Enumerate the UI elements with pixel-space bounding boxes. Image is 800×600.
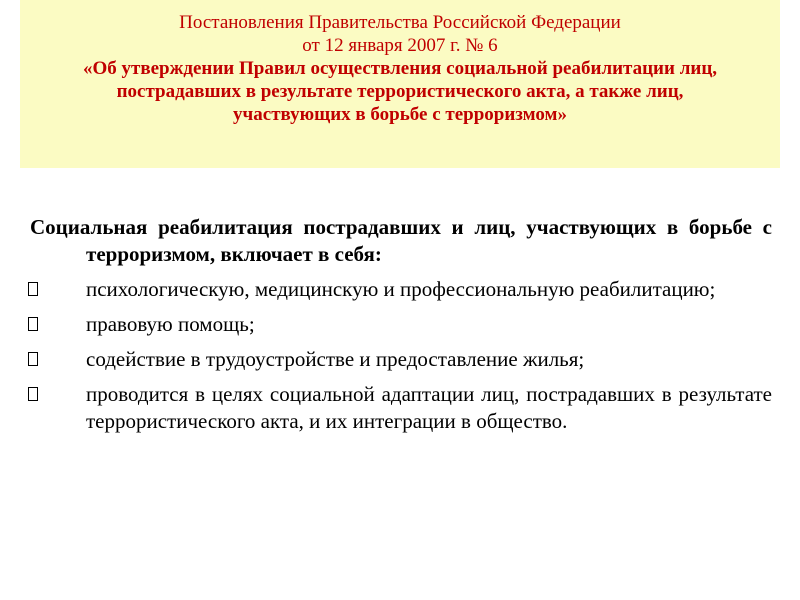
decree-date: от 12 января 2007 г. № 6 bbox=[302, 35, 498, 56]
checkbox-bullet-icon bbox=[28, 317, 38, 331]
decree-name-line-1: «Об утверждении Правил осуществления социальной реабилитации лиц, bbox=[82, 58, 718, 79]
rehabilitation-list bbox=[30, 276, 772, 435]
list-item bbox=[30, 346, 772, 373]
checkbox-bullet-icon bbox=[28, 387, 38, 401]
decree-name-line-3: участвующих в борьбе с терроризмом» bbox=[233, 104, 567, 125]
main-content bbox=[30, 214, 772, 443]
intro-text: Социальная реабилитация пострадавших и лиц, участвующих в борьбе с терроризмом, включает в себя: bbox=[30, 215, 772, 266]
decree-title: Постановления Правительства Российской Федерации bbox=[179, 12, 621, 33]
list-item bbox=[30, 276, 772, 303]
header-banner bbox=[20, 0, 780, 168]
list-item-text: правовую помощь; bbox=[86, 312, 255, 336]
list-item-text: содействие в трудоустройстве и предоставление жилья; bbox=[86, 347, 585, 371]
checkbox-bullet-icon bbox=[28, 352, 38, 366]
list-item-text: психологическую, медицинскую и профессиональную реабилитацию; bbox=[86, 277, 716, 301]
list-item-text: проводится в целях социальной адаптации лиц, пострадавших в результате террористического акта, и их интеграции в общество. bbox=[86, 382, 772, 433]
list-item bbox=[30, 311, 772, 338]
checkbox-bullet-icon bbox=[28, 282, 38, 296]
list-item bbox=[30, 381, 772, 435]
decree-name-line-2: пострадавших в результате террористического акта, а также лиц, bbox=[116, 81, 684, 102]
